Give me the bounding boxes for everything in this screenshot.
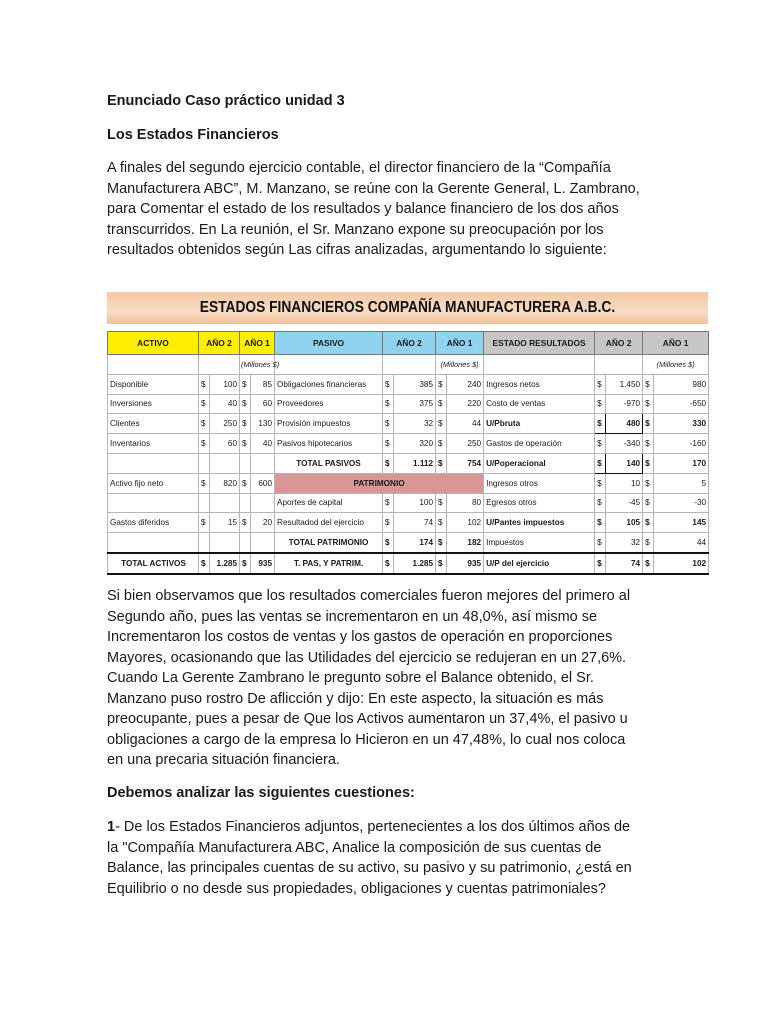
estado-label: Egresos otros [484,493,595,513]
paragraph-line: la "Compañía Manufacturera ABC, Analice la composición de sus cuentas de [107,839,602,856]
currency-sign: $ [595,394,606,414]
paragraph-line: resultados obtenidos según Las cifras analizadas, argumentando lo siguiente: [107,242,607,258]
estado-ano2-value: 1.450 [606,374,643,394]
paragraph-line: en una precaria situación financiera. [107,752,340,768]
currency-sign: $ [199,553,210,574]
pasivo-ano2-value: 174 [394,533,436,553]
currency-sign: $ [199,473,210,493]
estado-ano2-value: -45 [606,493,643,513]
currency-sign: $ [436,414,447,434]
table-cell [108,355,199,375]
currency-sign: $ [436,553,447,574]
table-row [108,434,709,454]
activo-label: Clientes [108,414,199,434]
currency-sign [199,453,210,473]
estado-ano2-value: 140 [606,453,643,473]
activo-ano2-value: 40 [210,394,240,414]
pasivo-ano2-value: 74 [394,513,436,533]
estado-label: Ingresos netos [484,374,595,394]
activo-label [108,493,199,513]
activo-ano2-value [210,493,240,513]
header-ano1: AÑO 1 [240,332,275,355]
table-header-row [108,332,709,355]
currency-sign: $ [383,513,394,533]
question-text: - De los Estados Financieros adjuntos, pertenecientes a los dos últimos años de [115,819,631,835]
activo-ano2-value [210,453,240,473]
header-ano2: AÑO 2 [199,332,240,355]
currency-sign: $ [199,374,210,394]
estado-label: U/Pantes impuestos [484,513,595,533]
currency-sign: $ [240,513,251,533]
activo-ano2-value: 1.285 [210,553,240,574]
currency-sign: $ [595,553,606,574]
estado-ano1-value: 330 [654,414,709,434]
currency-sign: $ [595,493,606,513]
currency-sign: $ [240,414,251,434]
currency-sign: $ [383,493,394,513]
pasivo-label: PATRIMONIO [275,473,484,493]
activo-label: Disponible [108,374,199,394]
activo-ano2-value: 820 [210,473,240,493]
currency-sign [240,453,251,473]
currency-sign [199,493,210,513]
currency-sign: $ [383,453,394,473]
currency-sign: $ [643,453,654,473]
estado-label: U/Poperacional [484,453,595,473]
currency-sign: $ [436,374,447,394]
estado-ano2-value: -340 [606,434,643,454]
activo-label: Gastos diferidos [108,513,199,533]
table-row [108,513,709,533]
currency-sign: $ [436,493,447,513]
table-cell [484,355,595,375]
estado-ano1-value: 145 [654,513,709,533]
pasivo-ano2-value: 385 [394,374,436,394]
pasivo-ano1-value: 182 [447,533,484,553]
pasivo-ano1-value: 250 [447,434,484,454]
currency-sign: $ [199,513,210,533]
units-label: (Millones $) [436,355,484,375]
pasivo-label: Aportes de capital [275,493,383,513]
estado-label: Gastos de operación [484,434,595,454]
currency-sign: $ [436,453,447,473]
currency-sign: $ [436,434,447,454]
currency-sign [240,533,251,553]
currency-sign: $ [383,374,394,394]
currency-sign: $ [595,434,606,454]
estado-label: Costo de ventas [484,394,595,414]
header-ano1: AÑO 1 [643,332,709,355]
currency-sign: $ [643,553,654,574]
table-banner-title: ESTADOS FINANCIEROS COMPAÑÍA MANUFACTURERA A.B.C. [199,299,616,316]
units-label: (Millones $) [643,355,709,375]
currency-sign: $ [436,513,447,533]
currency-sign [199,533,210,553]
estado-ano1-value: -160 [654,434,709,454]
table-cell [383,355,436,375]
pasivo-ano1-value: 44 [447,414,484,434]
currency-sign: $ [643,513,654,533]
estado-ano2-value: 105 [606,513,643,533]
activo-label [108,453,199,473]
table-cell [199,355,240,375]
currency-sign: $ [595,533,606,553]
pasivo-label: Resultadod del ejercicio [275,513,383,533]
paragraph-line: Balance, las principales cuentas de su activo, su pasivo y su patrimonio, ¿está en [107,860,632,876]
pasivo-ano2-value: 375 [394,394,436,414]
estado-label: U/Pbruta [484,414,595,434]
pasivo-ano1-value: 935 [447,553,484,574]
table-cell [275,355,383,375]
estado-ano1-value: 44 [654,533,709,553]
financial-table [107,331,709,575]
currency-sign: $ [199,434,210,454]
pasivo-ano2-value: 320 [394,434,436,454]
paragraph-line: para Comentar el estado de los resultados y balance financiero de los dos años [107,201,619,217]
paragraph-line: Equilibrio o no desde sus propiedades, obligaciones y cuentas patrimoniales? [107,880,606,897]
estado-ano2-value: 32 [606,533,643,553]
currency-sign: $ [436,394,447,414]
pasivo-ano1-value: 102 [447,513,484,533]
activo-ano2-value: 250 [210,414,240,434]
analysis-paragraph [107,586,707,771]
pasivo-ano1-value: 754 [447,453,484,473]
estado-ano2-value: 480 [606,414,643,434]
currency-sign: $ [643,394,654,414]
estado-ano1-value: 980 [654,374,709,394]
pasivo-label: Proveedores [275,394,383,414]
paragraph-line [107,817,707,838]
currency-sign: $ [383,414,394,434]
pasivo-label: Pasivos hipotecarios [275,434,383,454]
currency-sign: $ [383,553,394,574]
currency-sign: $ [199,414,210,434]
header-ano2: AÑO 2 [383,332,436,355]
activo-label [108,533,199,553]
activo-ano2-value: 15 [210,513,240,533]
section-heading: Los Estados Financieros [107,127,279,143]
estado-ano1-value: 170 [654,453,709,473]
table-banner [107,292,708,324]
paragraph-line: Manzano puso rostro De aflicción y dijo: En este aspecto, la situación es más [107,690,604,707]
currency-sign: $ [240,394,251,414]
activo-ano1-value: 130 [251,414,275,434]
table-cell [595,355,643,375]
pasivo-ano2-value: 32 [394,414,436,434]
question-1 [107,817,707,899]
currency-sign: $ [595,473,606,493]
pasivo-ano1-value: 220 [447,394,484,414]
table-row [108,533,709,553]
paragraph-line: preocupante, pues a pesar de Que los Activos aumentaron un 37,4%, el pasivo u [107,711,628,727]
estado-label: Ingresos otros [484,473,595,493]
paragraph-line: A finales del segundo ejercicio contable, el director financiero de la “Compañía [107,160,611,176]
currency-sign: $ [643,493,654,513]
paragraph-line: Mayores, ocasionando que las Utilidades del ejercicio se redujeran en un 27,6%. [107,649,627,666]
estado-ano1-value: 102 [654,553,709,574]
question-number: 1 [107,819,116,835]
table-row [108,453,709,473]
activo-ano2-value: 100 [210,374,240,394]
currency-sign: $ [383,434,394,454]
paragraph-line: Incrementaron los costos de ventas y los gastos de operación en proporciones [107,629,613,645]
activo-ano1-value [251,453,275,473]
activo-ano1-value [251,493,275,513]
currency-sign: $ [240,374,251,394]
estado-label: U/P del ejercicio [484,553,595,574]
header-ano1: AÑO 1 [436,332,484,355]
pasivo-ano2-value: 1.285 [394,553,436,574]
currency-sign: $ [595,453,606,473]
currency-sign: $ [436,533,447,553]
pasivo-ano1-value: 240 [447,374,484,394]
pasivo-label: Provisión impuestos [275,414,383,434]
estado-ano1-value: -30 [654,493,709,513]
table-row [108,374,709,394]
table-row [108,473,709,493]
pasivo-ano1-value: 80 [447,493,484,513]
header-estado-resultados: ESTADO RESULTADOS [484,332,595,355]
document-title: Enunciado Caso práctico unidad 3 [107,93,345,109]
activo-ano2-value: 60 [210,434,240,454]
paragraph-line: obligaciones a cargo de la empresa lo Hicieron en un 47,48%, lo cual nos coloca [107,731,626,748]
header-ano2: AÑO 2 [595,332,643,355]
table-row [108,553,709,574]
paragraph-line: Si bien observamos que los resultados comerciales fueron mejores del primero al [107,588,631,604]
paragraph-line: Segundo año, pues las ventas se incrementaron en un 48,0%, así mismo se [107,608,598,625]
estado-ano2-value: 74 [606,553,643,574]
currency-sign: $ [643,374,654,394]
table-row [108,394,709,414]
financial-table-body [108,332,709,574]
paragraph-line: Cuando La Gerente Zambrano le pregunto sobre el Balance obtenido, el Sr. [107,670,594,686]
pasivo-ano2-value: 1.112 [394,453,436,473]
pasivo-label: T. PAS, Y PATRIM. [275,553,383,574]
activo-label: Inversiones [108,394,199,414]
activo-ano2-value [210,533,240,553]
currency-sign: $ [240,473,251,493]
currency-sign: $ [595,513,606,533]
questions-heading: Debemos analizar las siguientes cuestiones: [107,785,415,801]
currency-sign: $ [199,394,210,414]
pasivo-label: Obligaciones financieras [275,374,383,394]
activo-label: Inventarios [108,434,199,454]
financial-statements-figure [107,292,708,569]
activo-ano1-value [251,533,275,553]
activo-ano1-value: 40 [251,434,275,454]
activo-ano1-value: 20 [251,513,275,533]
activo-ano1-value: 60 [251,394,275,414]
intro-paragraph [107,158,707,261]
currency-sign: $ [643,473,654,493]
activo-ano1-value: 85 [251,374,275,394]
header-activo: ACTIVO [108,332,199,355]
currency-sign: $ [643,434,654,454]
estado-ano1-value: 5 [654,473,709,493]
currency-sign [240,493,251,513]
estado-ano1-value: -650 [654,394,709,414]
activo-ano1-value: 600 [251,473,275,493]
table-row [108,493,709,513]
activo-ano1-value: 935 [251,553,275,574]
units-row [108,355,709,375]
currency-sign: $ [643,533,654,553]
currency-sign: $ [383,533,394,553]
currency-sign: $ [383,394,394,414]
table-row [108,414,709,434]
estado-ano2-value: -970 [606,394,643,414]
header-pasivo: PASIVO [275,332,383,355]
currency-sign: $ [240,434,251,454]
activo-label: Activo fijo neto [108,473,199,493]
paragraph-line: Manufacturera ABC”, M. Manzano, se reúne con la Gerente General, L. Zambrano, [107,180,640,197]
pasivo-ano2-value: 100 [394,493,436,513]
activo-label: TOTAL ACTIVOS [108,553,199,574]
paragraph-line: transcurridos. En La reunión, el Sr. Manzano expone su preocupación por los [107,221,604,238]
currency-sign: $ [643,414,654,434]
currency-sign: $ [595,414,606,434]
estado-ano2-value: 10 [606,473,643,493]
units-label: (Millones $) [240,355,275,375]
currency-sign: $ [240,553,251,574]
pasivo-label: TOTAL PATRIMONIO [275,533,383,553]
estado-label: Impuestos [484,533,595,553]
currency-sign: $ [595,374,606,394]
pasivo-label: TOTAL PASIVOS [275,453,383,473]
